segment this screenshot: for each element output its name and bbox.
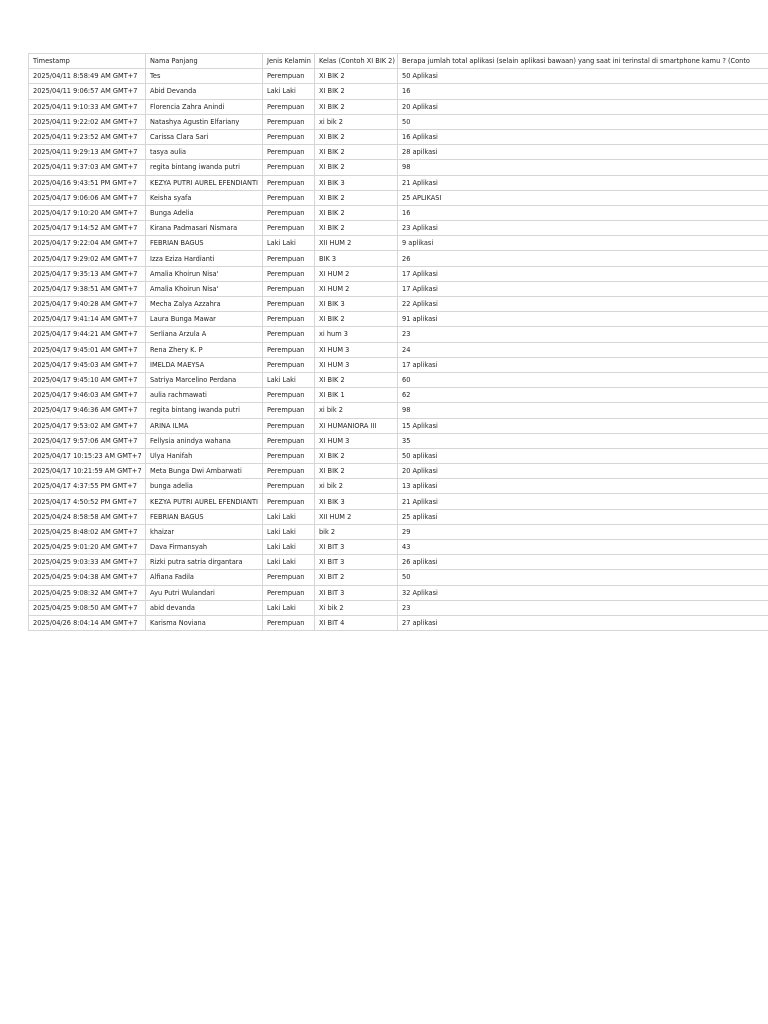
cell-jenis-kelamin: Perempuan [263,281,315,296]
cell-timestamp: 2025/04/17 4:37:55 PM GMT+7 [29,479,146,494]
header-cell-timestamp: Timestamp [29,54,146,69]
cell-jumlah-aplikasi: 21 Aplikasi [398,494,768,509]
header-cell-jumlah-aplikasi: Berapa jumlah total aplikasi (selain aplikasi bawaan) yang saat ini terinstal di smartphone kamu ? (Conto [398,54,768,69]
cell-jenis-kelamin: Perempuan [263,114,315,129]
cell-jenis-kelamin: Laki Laki [263,236,315,251]
cell-jumlah-aplikasi: 23 Aplikasi [398,221,768,236]
cell-nama-panjang: Tes [146,69,263,84]
cell-jumlah-aplikasi: 50 Aplikasi [398,69,768,84]
cell-kelas: XI BIT 3 [315,540,398,555]
cell-nama-panjang: Alfiana Fadila [146,570,263,585]
cell-timestamp: 2025/04/16 9:43:51 PM GMT+7 [29,175,146,190]
table-row [29,175,768,190]
cell-jenis-kelamin: Perempuan [263,479,315,494]
cell-jumlah-aplikasi: 21 Aplikasi [398,175,768,190]
table-row [29,540,768,555]
cell-kelas: XI BIT 2 [315,570,398,585]
table-row [29,99,768,114]
table-row [29,281,768,296]
cell-timestamp: 2025/04/17 10:21:59 AM GMT+7 [29,464,146,479]
header-cell-jenis-kelamin: Jenis Kelamin [263,54,315,69]
cell-kelas: XI HUMANIORA III [315,418,398,433]
cell-nama-panjang: Abid Devanda [146,84,263,99]
table-row [29,570,768,585]
header-cell-nama-panjang: Nama Panjang [146,54,263,69]
cell-jumlah-aplikasi: 24 [398,342,768,357]
cell-kelas: XI BIK 2 [315,372,398,387]
cell-nama-panjang: Dava Firmansyah [146,540,263,555]
cell-kelas: XI HUM 2 [315,266,398,281]
cell-jumlah-aplikasi: 16 [398,205,768,220]
cell-jumlah-aplikasi: 16 [398,84,768,99]
table-row [29,129,768,144]
cell-jumlah-aplikasi: 17 Aplikasi [398,266,768,281]
cell-jenis-kelamin: Perempuan [263,297,315,312]
cell-jumlah-aplikasi: 98 [398,403,768,418]
cell-jumlah-aplikasi: 43 [398,540,768,555]
cell-timestamp: 2025/04/11 9:29:13 AM GMT+7 [29,145,146,160]
cell-jenis-kelamin: Perempuan [263,388,315,403]
header-cell-kelas: Kelas (Contoh XI BIK 2) [315,54,398,69]
cell-nama-panjang: Laura Bunga Mawar [146,312,263,327]
cell-nama-panjang: tasya aulia [146,145,263,160]
cell-nama-panjang: Karisma Noviana [146,615,263,630]
cell-kelas: XII HUM 2 [315,236,398,251]
cell-kelas: XI BIK 2 [315,69,398,84]
cell-jenis-kelamin: Laki Laki [263,372,315,387]
cell-nama-panjang: Ayu Putri Wulandari [146,585,263,600]
cell-jumlah-aplikasi: 22 Aplikasi [398,297,768,312]
cell-nama-panjang: abid devanda [146,600,263,615]
table-row [29,372,768,387]
cell-jumlah-aplikasi: 17 aplikasi [398,357,768,372]
cell-kelas: XI BIK 2 [315,129,398,144]
cell-kelas: xi bik 2 [315,403,398,418]
cell-jenis-kelamin: Perempuan [263,175,315,190]
cell-jenis-kelamin: Perempuan [263,615,315,630]
cell-kelas: XI BIT 3 [315,555,398,570]
table-row [29,190,768,205]
cell-nama-panjang: Rizki putra satria dirgantara [146,555,263,570]
cell-timestamp: 2025/04/25 9:08:32 AM GMT+7 [29,585,146,600]
cell-timestamp: 2025/04/17 9:06:06 AM GMT+7 [29,190,146,205]
cell-nama-panjang: Izza Eziza Hardianti [146,251,263,266]
cell-jumlah-aplikasi: 91 aplikasi [398,312,768,327]
cell-nama-panjang: Bunga Adelia [146,205,263,220]
responses-table [28,53,768,631]
cell-jenis-kelamin: Perempuan [263,494,315,509]
cell-kelas: XI HUM 2 [315,281,398,296]
table-row [29,145,768,160]
cell-nama-panjang: KEZYA PUTRI AUREL EFENDIANTI [146,494,263,509]
cell-jumlah-aplikasi: 23 [398,600,768,615]
cell-kelas: bik 2 [315,524,398,539]
cell-nama-panjang: Natashya Agustin Elfariany [146,114,263,129]
table-row [29,69,768,84]
cell-kelas: XI BIK 2 [315,221,398,236]
cell-jumlah-aplikasi: 60 [398,372,768,387]
cell-kelas: XI BIT 4 [315,615,398,630]
cell-timestamp: 2025/04/17 9:35:13 AM GMT+7 [29,266,146,281]
table-row [29,342,768,357]
cell-jumlah-aplikasi: 20 Aplikasi [398,464,768,479]
cell-timestamp: 2025/04/17 9:57:06 AM GMT+7 [29,433,146,448]
cell-jumlah-aplikasi: 98 [398,160,768,175]
cell-nama-panjang: Amalia Khoirun Nisa' [146,266,263,281]
cell-kelas: XI BIK 2 [315,464,398,479]
cell-jenis-kelamin: Perempuan [263,221,315,236]
cell-jenis-kelamin: Perempuan [263,145,315,160]
cell-jumlah-aplikasi: 26 aplikasi [398,555,768,570]
table-row [29,403,768,418]
cell-jumlah-aplikasi: 25 APLIKASI [398,190,768,205]
cell-kelas: XI BIK 3 [315,175,398,190]
cell-timestamp: 2025/04/24 8:58:58 AM GMT+7 [29,509,146,524]
table-row [29,84,768,99]
cell-timestamp: 2025/04/26 8:04:14 AM GMT+7 [29,615,146,630]
cell-timestamp: 2025/04/11 9:37:03 AM GMT+7 [29,160,146,175]
cell-kelas: BIK 3 [315,251,398,266]
cell-timestamp: 2025/04/17 9:53:02 AM GMT+7 [29,418,146,433]
cell-nama-panjang: regita bintang iwanda putri [146,160,263,175]
table-row [29,448,768,463]
cell-jenis-kelamin: Perempuan [263,99,315,114]
table-row [29,266,768,281]
cell-nama-panjang: KEZYA PUTRI AUREL EFENDIANTI [146,175,263,190]
cell-jenis-kelamin: Laki Laki [263,540,315,555]
cell-jumlah-aplikasi: 62 [398,388,768,403]
cell-kelas: XI BIK 3 [315,494,398,509]
cell-jumlah-aplikasi: 50 [398,570,768,585]
table-row [29,524,768,539]
table-row [29,418,768,433]
cell-jenis-kelamin: Perempuan [263,266,315,281]
cell-jenis-kelamin: Perempuan [263,403,315,418]
table-row [29,555,768,570]
cell-jumlah-aplikasi: 20 Aplikasi [398,99,768,114]
cell-jenis-kelamin: Perempuan [263,205,315,220]
table-row [29,160,768,175]
cell-timestamp: 2025/04/11 9:22:02 AM GMT+7 [29,114,146,129]
cell-timestamp: 2025/04/25 9:04:38 AM GMT+7 [29,570,146,585]
table-row [29,251,768,266]
cell-kelas: XI BIK 2 [315,160,398,175]
cell-kelas: Xi bik 2 [315,600,398,615]
table-row [29,297,768,312]
cell-jenis-kelamin: Perempuan [263,418,315,433]
cell-timestamp: 2025/04/17 9:40:28 AM GMT+7 [29,297,146,312]
cell-timestamp: 2025/04/17 9:29:02 AM GMT+7 [29,251,146,266]
cell-timestamp: 2025/04/17 9:38:51 AM GMT+7 [29,281,146,296]
cell-kelas: XI BIT 3 [315,585,398,600]
cell-jenis-kelamin: Perempuan [263,448,315,463]
cell-jumlah-aplikasi: 29 [398,524,768,539]
cell-timestamp: 2025/04/17 9:45:03 AM GMT+7 [29,357,146,372]
table-row [29,464,768,479]
cell-jumlah-aplikasi: 9 aplikasi [398,236,768,251]
table-row [29,327,768,342]
cell-jumlah-aplikasi: 28 apilkasi [398,145,768,160]
table-row [29,615,768,630]
cell-kelas: XI BIK 2 [315,190,398,205]
cell-jenis-kelamin: Perempuan [263,357,315,372]
cell-jenis-kelamin: Perempuan [263,433,315,448]
cell-jenis-kelamin: Perempuan [263,251,315,266]
cell-jenis-kelamin: Perempuan [263,160,315,175]
cell-nama-panjang: khaizar [146,524,263,539]
cell-kelas: XI BIK 2 [315,205,398,220]
cell-jumlah-aplikasi: 17 Aplikasi [398,281,768,296]
cell-nama-panjang: Fellysia anindya wahana [146,433,263,448]
cell-kelas: XI BIK 2 [315,145,398,160]
cell-nama-panjang: FEBRIAN BAGUS [146,509,263,524]
cell-timestamp: 2025/04/25 9:03:33 AM GMT+7 [29,555,146,570]
table-row [29,509,768,524]
cell-kelas: XI BIK 2 [315,99,398,114]
cell-nama-panjang: Serliana Arzula A [146,327,263,342]
cell-jumlah-aplikasi: 25 aplikasi [398,509,768,524]
cell-kelas: XI HUM 3 [315,357,398,372]
cell-nama-panjang: Mecha Zalya Azzahra [146,297,263,312]
cell-kelas: XI BIK 2 [315,448,398,463]
cell-jumlah-aplikasi: 16 Aplikasi [398,129,768,144]
cell-nama-panjang: Kirana Padmasari Nismara [146,221,263,236]
cell-nama-panjang: bunga adelia [146,479,263,494]
table-row [29,585,768,600]
cell-jumlah-aplikasi: 50 [398,114,768,129]
cell-jumlah-aplikasi: 26 [398,251,768,266]
cell-jenis-kelamin: Perempuan [263,69,315,84]
cell-kelas: xi bik 2 [315,479,398,494]
cell-timestamp: 2025/04/11 9:23:52 AM GMT+7 [29,129,146,144]
cell-nama-panjang: Satriya Marcelino Perdana [146,372,263,387]
cell-jenis-kelamin: Laki Laki [263,600,315,615]
cell-jenis-kelamin: Laki Laki [263,84,315,99]
cell-nama-panjang: Carissa Clara Sari [146,129,263,144]
cell-jenis-kelamin: Perempuan [263,570,315,585]
cell-jumlah-aplikasi: 35 [398,433,768,448]
cell-jenis-kelamin: Laki Laki [263,509,315,524]
cell-jenis-kelamin: Laki Laki [263,555,315,570]
cell-timestamp: 2025/04/17 4:50:52 PM GMT+7 [29,494,146,509]
cell-jumlah-aplikasi: 50 aplikasi [398,448,768,463]
cell-timestamp: 2025/04/11 9:06:57 AM GMT+7 [29,84,146,99]
cell-jumlah-aplikasi: 23 [398,327,768,342]
cell-timestamp: 2025/04/17 9:22:04 AM GMT+7 [29,236,146,251]
cell-kelas: XI HUM 3 [315,342,398,357]
table-row [29,312,768,327]
cell-nama-panjang: ARINA ILMA [146,418,263,433]
cell-timestamp: 2025/04/17 9:10:20 AM GMT+7 [29,205,146,220]
cell-nama-panjang: Ulya Hanifah [146,448,263,463]
cell-jenis-kelamin: Perempuan [263,190,315,205]
header-row [29,54,768,69]
cell-timestamp: 2025/04/17 9:41:14 AM GMT+7 [29,312,146,327]
cell-nama-panjang: IMELDA MAEYSA [146,357,263,372]
cell-timestamp: 2025/04/17 9:14:52 AM GMT+7 [29,221,146,236]
cell-timestamp: 2025/04/17 9:45:01 AM GMT+7 [29,342,146,357]
table-row [29,357,768,372]
cell-timestamp: 2025/04/17 9:44:21 AM GMT+7 [29,327,146,342]
cell-kelas: XI BIK 3 [315,297,398,312]
cell-nama-panjang: Meta Bunga Dwi Ambarwati [146,464,263,479]
cell-timestamp: 2025/04/17 9:46:36 AM GMT+7 [29,403,146,418]
spreadsheet [28,53,768,631]
cell-timestamp: 2025/04/25 9:01:20 AM GMT+7 [29,540,146,555]
cell-jumlah-aplikasi: 27 aplikasi [398,615,768,630]
cell-jenis-kelamin: Perempuan [263,327,315,342]
cell-timestamp: 2025/04/25 8:48:02 AM GMT+7 [29,524,146,539]
table-row [29,236,768,251]
cell-nama-panjang: aulia rachmawati [146,388,263,403]
cell-nama-panjang: regita bintang iwanda putri [146,403,263,418]
cell-timestamp: 2025/04/25 9:08:50 AM GMT+7 [29,600,146,615]
table-row [29,388,768,403]
table-row [29,433,768,448]
table-row [29,221,768,236]
cell-nama-panjang: Keisha syafa [146,190,263,205]
cell-jenis-kelamin: Laki Laki [263,524,315,539]
cell-timestamp: 2025/04/17 9:46:03 AM GMT+7 [29,388,146,403]
cell-kelas: XII HUM 2 [315,509,398,524]
cell-kelas: XI HUM 3 [315,433,398,448]
cell-kelas: xi bik 2 [315,114,398,129]
cell-nama-panjang: Rena Zhery K. P [146,342,263,357]
cell-timestamp: 2025/04/17 9:45:10 AM GMT+7 [29,372,146,387]
cell-jenis-kelamin: Perempuan [263,464,315,479]
table-row [29,114,768,129]
cell-jumlah-aplikasi: 15 Aplikasi [398,418,768,433]
cell-timestamp: 2025/04/11 9:10:33 AM GMT+7 [29,99,146,114]
cell-jenis-kelamin: Perempuan [263,585,315,600]
cell-kelas: XI BIK 1 [315,388,398,403]
cell-kelas: xi hum 3 [315,327,398,342]
cell-jumlah-aplikasi: 32 Aplikasi [398,585,768,600]
table-row [29,205,768,220]
cell-timestamp: 2025/04/11 8:58:49 AM GMT+7 [29,69,146,84]
cell-nama-panjang: Florencia Zahra Anindi [146,99,263,114]
table-row [29,479,768,494]
cell-jenis-kelamin: Perempuan [263,312,315,327]
cell-jumlah-aplikasi: 13 aplikasi [398,479,768,494]
cell-timestamp: 2025/04/17 10:15:23 AM GMT+7 [29,448,146,463]
cell-kelas: XI BIK 2 [315,84,398,99]
table-row [29,494,768,509]
table-row [29,600,768,615]
cell-nama-panjang: Amalia Khoirun Nisa' [146,281,263,296]
cell-kelas: XI BIK 2 [315,312,398,327]
cell-jenis-kelamin: Perempuan [263,129,315,144]
cell-nama-panjang: FEBRIAN BAGUS [146,236,263,251]
cell-jenis-kelamin: Perempuan [263,342,315,357]
